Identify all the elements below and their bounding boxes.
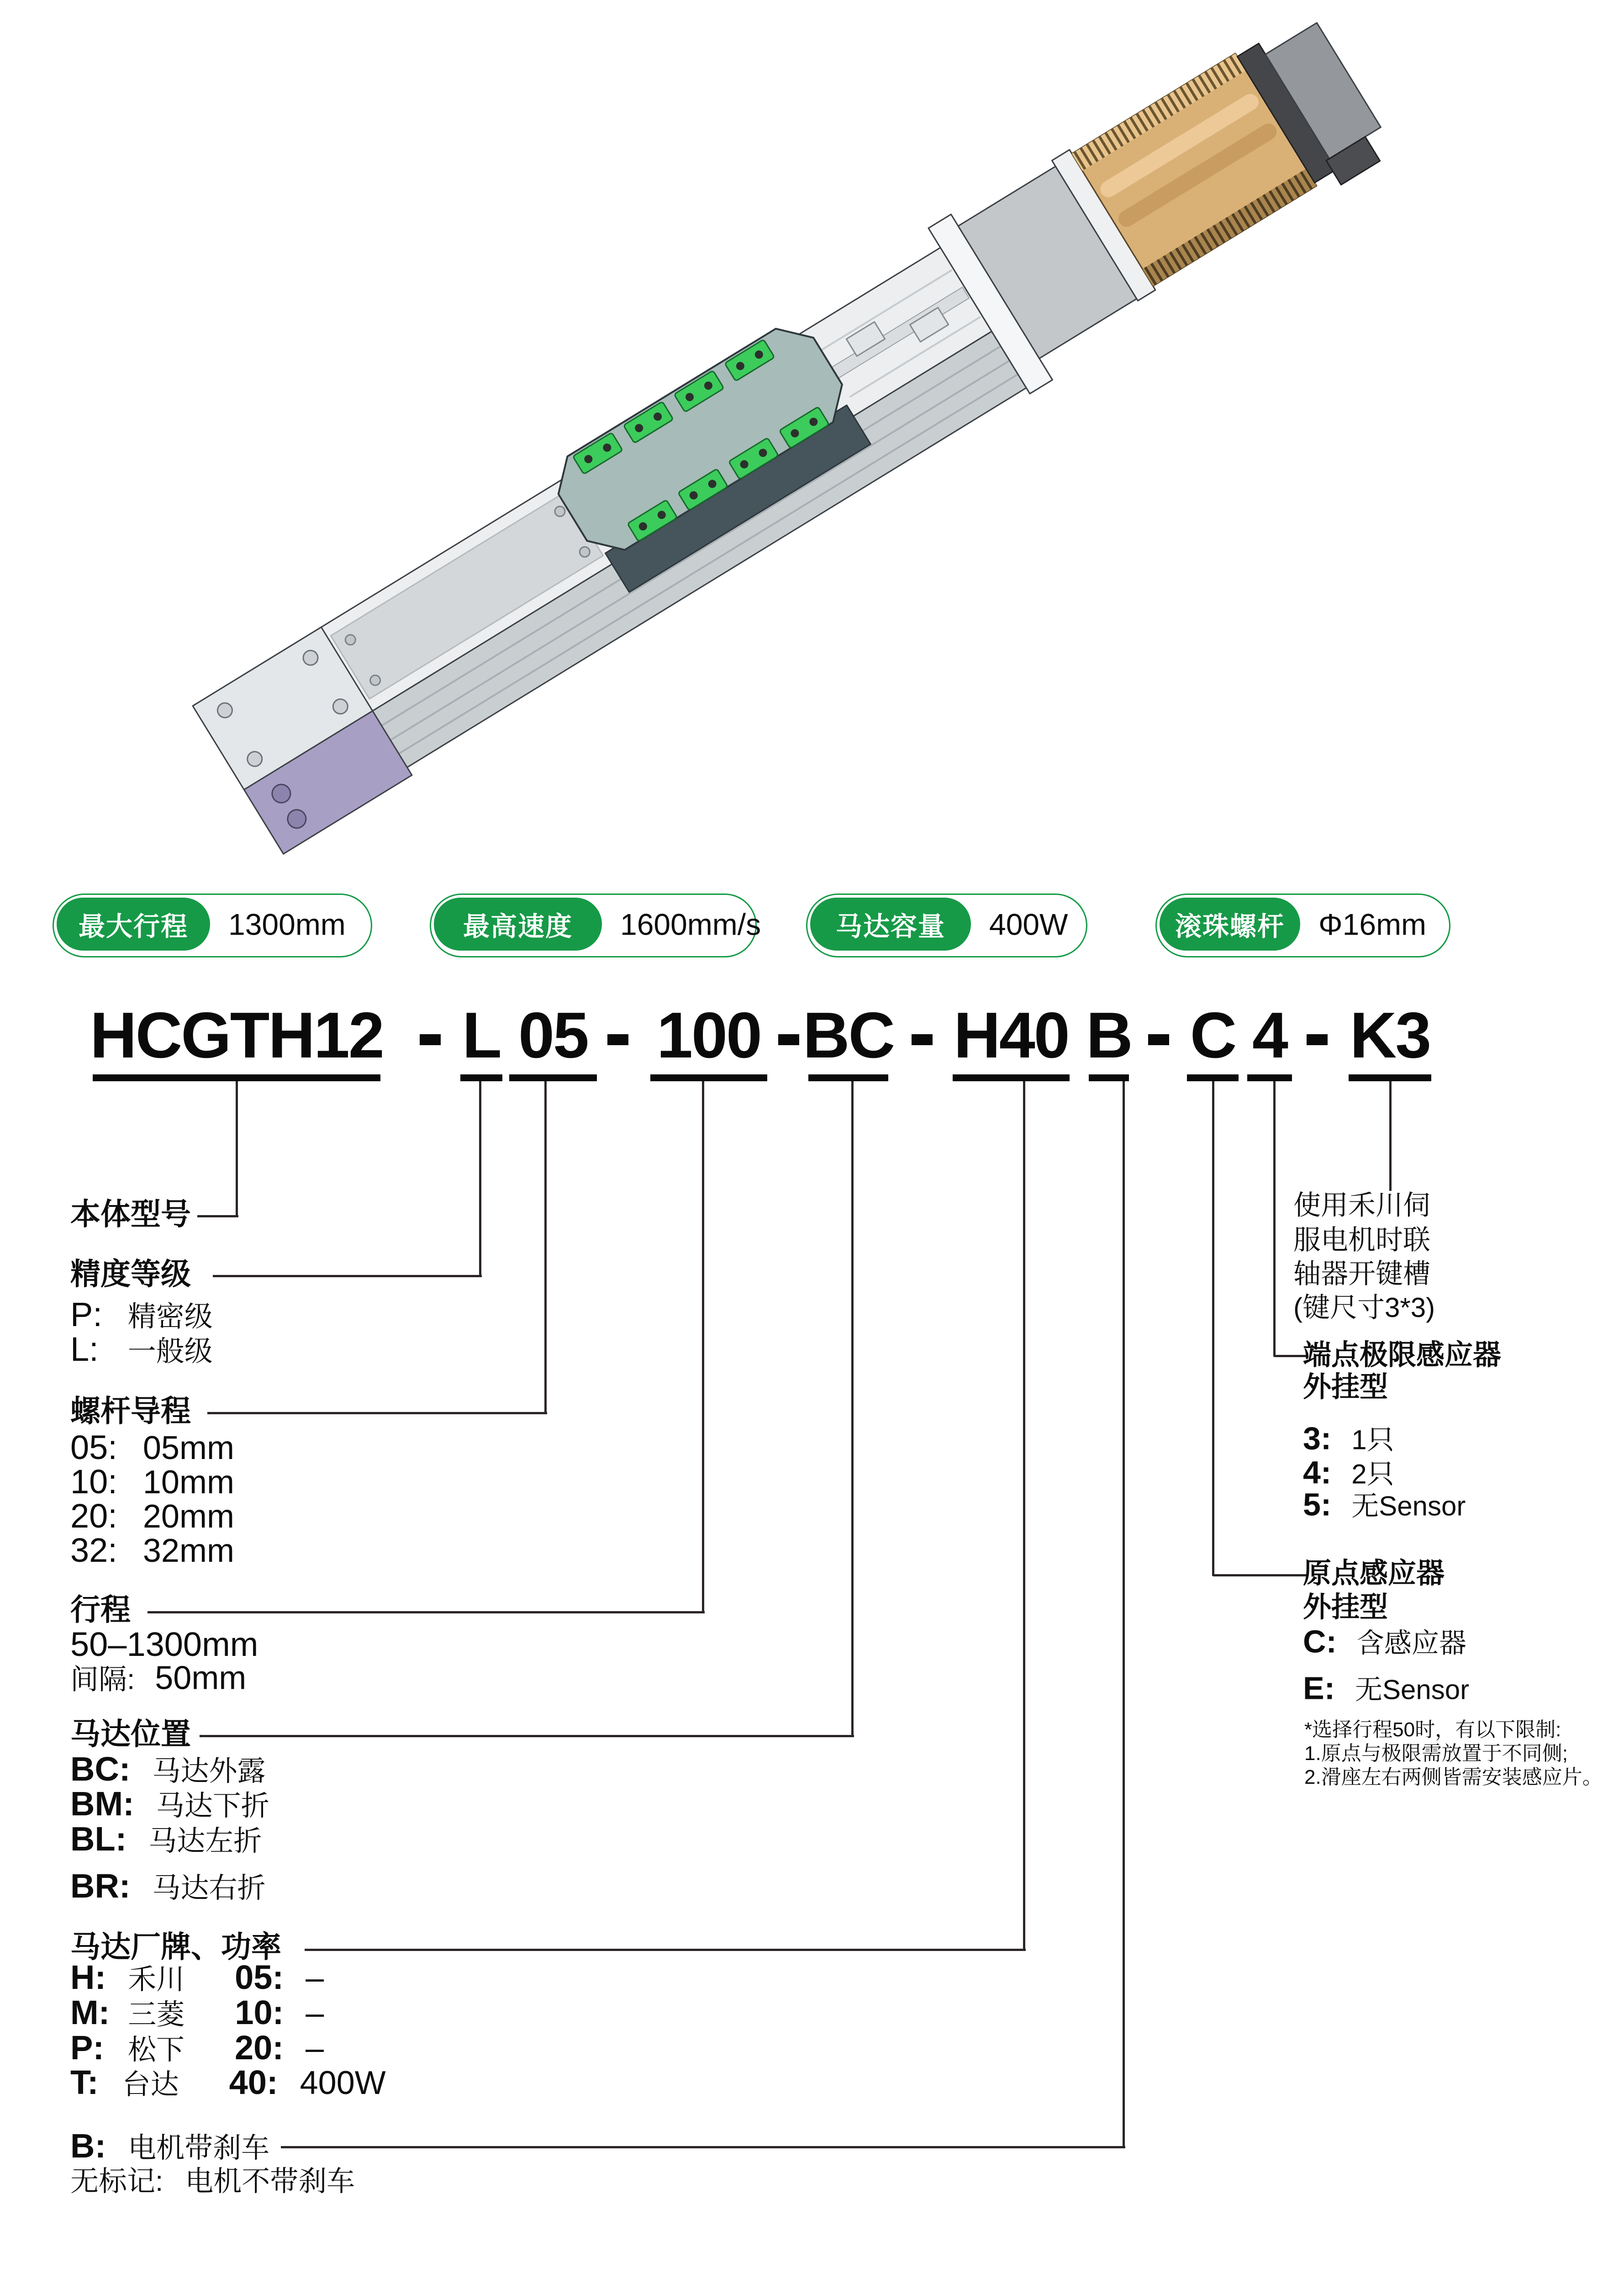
footnote-title bbox=[1304, 1718, 1561, 1742]
footnote-item1-text: 1.原点与极限需放置于不同侧; bbox=[1304, 1742, 1568, 1765]
row-limit-3-text: 1只 bbox=[1351, 1424, 1394, 1455]
spec-badge-value: Φ16mm bbox=[1318, 907, 1427, 941]
code-segment-K3: K3 bbox=[1350, 999, 1430, 1072]
row-no-mark-text: 电机不带刹车 bbox=[185, 2165, 355, 2197]
row-limit-4-text: 4: bbox=[1303, 1454, 1332, 1491]
spec-badge-value: 400W bbox=[989, 907, 1068, 941]
code-separator-dash bbox=[778, 1034, 799, 1045]
code-segment-B: B bbox=[1086, 999, 1132, 1072]
heading-body-model-text: 本体型号 bbox=[70, 1197, 191, 1231]
leader-vertical-BC bbox=[851, 1081, 854, 1737]
row-lead-05-text: 05mm bbox=[142, 1429, 234, 1466]
row-lead-32-text: 32: bbox=[70, 1531, 117, 1569]
row-brake-text: B: bbox=[70, 2127, 106, 2165]
row-stroke-step-text: 50mm bbox=[155, 1660, 247, 1697]
leader-vertical-B bbox=[1123, 1081, 1125, 2148]
row-origin-c-text: 含感应器 bbox=[1356, 1628, 1466, 1659]
spec-badge-label: 最高速度 bbox=[434, 898, 602, 951]
row-precision-l bbox=[70, 1330, 213, 1369]
footnote-item2 bbox=[1304, 1766, 1603, 1789]
row-lead-20-text: 20mm bbox=[142, 1498, 234, 1535]
spec-badge-3 bbox=[806, 894, 1087, 957]
row-pos-bl bbox=[70, 1819, 262, 1858]
leader-vertical-C bbox=[1212, 1081, 1214, 1576]
leader-horizontal-2 bbox=[207, 1412, 547, 1414]
row-precision-p bbox=[70, 1295, 213, 1334]
row-lead-05 bbox=[70, 1428, 234, 1467]
note-keyway-line4-text: (键尺寸3*3) bbox=[1293, 1292, 1435, 1323]
row-brand-h-text: H: bbox=[70, 1958, 106, 1996]
leader-vertical-100 bbox=[702, 1081, 704, 1613]
heading-body-model bbox=[70, 1197, 191, 1232]
row-brand-m-text: – bbox=[306, 1994, 324, 2031]
row-pos-bm-text: BM: bbox=[70, 1785, 134, 1823]
leader-vertical-05 bbox=[544, 1081, 547, 1414]
row-stroke-step-text: 间隔: bbox=[70, 1664, 135, 1696]
code-underline-K3 bbox=[1349, 1074, 1431, 1081]
note-keyway-line3 bbox=[1293, 1258, 1430, 1290]
heading-limit-sensor2 bbox=[1303, 1371, 1388, 1403]
code-underline-B bbox=[1089, 1074, 1129, 1081]
leader-horizontal-3 bbox=[148, 1611, 705, 1613]
row-pos-bc-text: BC: bbox=[70, 1750, 131, 1788]
row-brand-p bbox=[70, 2028, 324, 2067]
row-lead-10-text: 10: bbox=[70, 1462, 117, 1501]
note-keyway-line1 bbox=[1293, 1190, 1430, 1221]
row-lead-32-text: 32mm bbox=[142, 1532, 234, 1569]
code-segment-L: L bbox=[462, 999, 501, 1072]
row-no-mark-text: 无标记: bbox=[70, 2165, 163, 2197]
row-brand-h bbox=[70, 1958, 324, 1997]
code-segment-4: 4 bbox=[1252, 999, 1287, 1072]
row-brand-h-text: 禾川 bbox=[128, 1963, 185, 1995]
spec-badge-label: 最大行程 bbox=[57, 898, 210, 951]
row-precision-l-text: L: bbox=[70, 1330, 99, 1369]
row-origin-c-text: C: bbox=[1303, 1623, 1337, 1660]
row-origin-c bbox=[1303, 1623, 1466, 1660]
row-pos-br-text: BR: bbox=[70, 1867, 131, 1905]
code-underline-4 bbox=[1247, 1074, 1292, 1081]
code-segment-05: 05 bbox=[518, 999, 588, 1072]
row-pos-bl-text: 马达左折 bbox=[148, 1825, 262, 1857]
row-origin-e bbox=[1303, 1670, 1469, 1707]
code-underline-HCGTH12 bbox=[93, 1074, 380, 1081]
row-brand-t-text: 台达 bbox=[122, 2068, 179, 2100]
row-limit-3 bbox=[1303, 1420, 1394, 1457]
note-keyway-line3-text: 轴器开键槽 bbox=[1293, 1258, 1430, 1290]
row-limit-4-text: 2只 bbox=[1351, 1459, 1394, 1490]
heading-origin-sensor-text: 原点感应器 bbox=[1303, 1557, 1445, 1589]
row-brake-text: 电机带刹车 bbox=[128, 2132, 270, 2164]
row-brand-t bbox=[70, 2063, 386, 2102]
leader-vertical-L bbox=[479, 1081, 481, 1277]
spec-badge-label: 马达容量 bbox=[810, 898, 971, 951]
heading-origin-sensor2-text: 外挂型 bbox=[1303, 1591, 1388, 1623]
spec-badge-4 bbox=[1155, 894, 1450, 957]
code-underline-05 bbox=[509, 1074, 597, 1081]
code-underline-BC bbox=[808, 1074, 888, 1081]
leader-horizontal-8 bbox=[1213, 1574, 1307, 1576]
code-separator-dash bbox=[1307, 1034, 1328, 1045]
leader-horizontal-0 bbox=[197, 1215, 238, 1217]
leader-vertical-4 bbox=[1273, 1081, 1276, 1357]
row-lead-10 bbox=[70, 1462, 234, 1502]
leader-vertical-HCGTH12 bbox=[236, 1081, 238, 1217]
row-pos-bm bbox=[70, 1784, 269, 1823]
row-stroke-range bbox=[70, 1625, 258, 1664]
heading-stroke bbox=[70, 1592, 131, 1627]
row-pos-bm-text: 马达下折 bbox=[156, 1790, 269, 1822]
footnote-item1 bbox=[1304, 1742, 1568, 1766]
note-keyway-line4 bbox=[1293, 1292, 1435, 1323]
row-lead-10-text: 10mm bbox=[142, 1464, 234, 1501]
row-pos-br-text: 马达右折 bbox=[152, 1872, 266, 1904]
row-brand-m bbox=[70, 1993, 324, 2032]
row-brand-h-text: – bbox=[306, 1959, 324, 1996]
row-brand-h-text: 05: bbox=[235, 1958, 284, 1996]
row-limit-3-text: 3: bbox=[1303, 1420, 1332, 1456]
row-brake bbox=[70, 2126, 269, 2165]
spec-badge-1 bbox=[53, 894, 372, 957]
row-pos-br bbox=[70, 1866, 266, 1905]
row-brand-m-text: 10: bbox=[235, 1993, 284, 2031]
heading-origin-sensor bbox=[1303, 1557, 1445, 1590]
heading-motor-position bbox=[70, 1717, 191, 1751]
row-origin-e-text: E: bbox=[1303, 1670, 1335, 1706]
note-keyway-line2 bbox=[1293, 1224, 1430, 1256]
code-underline-C bbox=[1187, 1074, 1239, 1081]
code-segment-100: 100 bbox=[657, 999, 761, 1072]
code-separator-dash bbox=[607, 1034, 628, 1045]
heading-motor-position-text: 马达位置 bbox=[70, 1717, 191, 1751]
heading-stroke-text: 行程 bbox=[70, 1592, 131, 1627]
leader-horizontal-6 bbox=[281, 2146, 1125, 2148]
code-segment-BC: BC bbox=[802, 999, 894, 1072]
row-lead-20 bbox=[70, 1496, 234, 1536]
heading-screw-lead-text: 螺杆导程 bbox=[70, 1394, 191, 1428]
row-precision-p-text: 精密级 bbox=[127, 1301, 213, 1333]
row-lead-05-text: 05: bbox=[70, 1428, 117, 1466]
row-brand-m-text: M: bbox=[70, 1993, 110, 2031]
footnote-item2-text: 2.滑座左右两侧皆需安装感应片。 bbox=[1304, 1766, 1603, 1789]
code-separator-dash bbox=[912, 1034, 933, 1045]
footnote-title-text: *选择行程50时，有以下限制: bbox=[1304, 1718, 1561, 1741]
leader-vertical-H40 bbox=[1023, 1081, 1025, 1951]
leader-horizontal-1 bbox=[213, 1275, 482, 1277]
note-keyway-line2-text: 服电机时联 bbox=[1293, 1225, 1430, 1256]
row-brand-m-text: 三菱 bbox=[128, 1998, 185, 2030]
row-brand-t-text: T: bbox=[70, 2063, 99, 2101]
heading-precision bbox=[70, 1257, 191, 1291]
spec-badge-label: 滚珠螺杆 bbox=[1160, 898, 1300, 951]
leader-horizontal-5 bbox=[305, 1949, 1026, 1951]
code-underline-100 bbox=[650, 1074, 767, 1081]
row-limit-4 bbox=[1303, 1454, 1394, 1491]
code-segment-HCGTH12: HCGTH12 bbox=[90, 999, 383, 1072]
row-brand-p-text: 松下 bbox=[128, 2034, 185, 2066]
row-stroke-range-text: 50–1300mm bbox=[70, 1625, 258, 1664]
row-brand-p-text: – bbox=[305, 2030, 324, 2067]
row-limit-5 bbox=[1303, 1486, 1466, 1523]
row-lead-32 bbox=[70, 1531, 234, 1570]
note-keyway-line1-text: 使用禾川伺 bbox=[1293, 1190, 1430, 1221]
code-segment-H40: H40 bbox=[954, 999, 1069, 1072]
code-segment-C: C bbox=[1190, 999, 1236, 1072]
heading-screw-lead bbox=[70, 1394, 191, 1428]
leader-horizontal-4 bbox=[200, 1735, 854, 1737]
heading-origin-sensor2 bbox=[1303, 1591, 1388, 1623]
row-pos-bc-text: 马达外露 bbox=[152, 1755, 266, 1787]
row-origin-e-text: 无Sensor bbox=[1355, 1674, 1470, 1705]
heading-precision-text: 精度等级 bbox=[70, 1257, 191, 1291]
row-brand-t-text: 40: bbox=[229, 2063, 278, 2101]
code-underline-L bbox=[460, 1074, 502, 1081]
spec-badge-value: 1300mm bbox=[228, 907, 346, 941]
leader-vertical-K3 bbox=[1389, 1081, 1392, 1191]
row-lead-20-text: 20: bbox=[70, 1496, 117, 1535]
product-isometric-illustration bbox=[0, 0, 1624, 868]
row-limit-5-text: 5: bbox=[1303, 1486, 1332, 1523]
row-brand-p-text: 20: bbox=[235, 2028, 284, 2067]
row-pos-bc bbox=[70, 1750, 266, 1788]
heading-limit-sensor bbox=[1303, 1339, 1501, 1371]
code-separator-dash bbox=[420, 1034, 441, 1045]
row-pos-bl-text: BL: bbox=[70, 1820, 127, 1858]
row-brand-p-text: P: bbox=[70, 2028, 104, 2067]
row-stroke-step bbox=[70, 1659, 246, 1697]
row-no-mark bbox=[70, 2165, 355, 2198]
heading-motor-brand-text: 马达厂牌、功率 bbox=[70, 1930, 281, 1964]
code-underline-H40 bbox=[953, 1074, 1070, 1081]
code-separator-dash bbox=[1148, 1034, 1169, 1045]
heading-limit-sensor-text: 端点极限感应器 bbox=[1303, 1339, 1502, 1371]
row-brand-t-text: 400W bbox=[300, 2064, 386, 2101]
row-precision-l-text: 一般级 bbox=[127, 1336, 213, 1368]
spec-badge-2 bbox=[430, 894, 761, 957]
row-precision-p-text: P: bbox=[70, 1295, 102, 1334]
row-limit-5-text: 无Sensor bbox=[1351, 1491, 1466, 1522]
heading-limit-sensor2-text: 外挂型 bbox=[1303, 1371, 1388, 1403]
spec-badge-value: 1600mm/s bbox=[620, 907, 761, 941]
leader-horizontal-7 bbox=[1274, 1355, 1307, 1357]
